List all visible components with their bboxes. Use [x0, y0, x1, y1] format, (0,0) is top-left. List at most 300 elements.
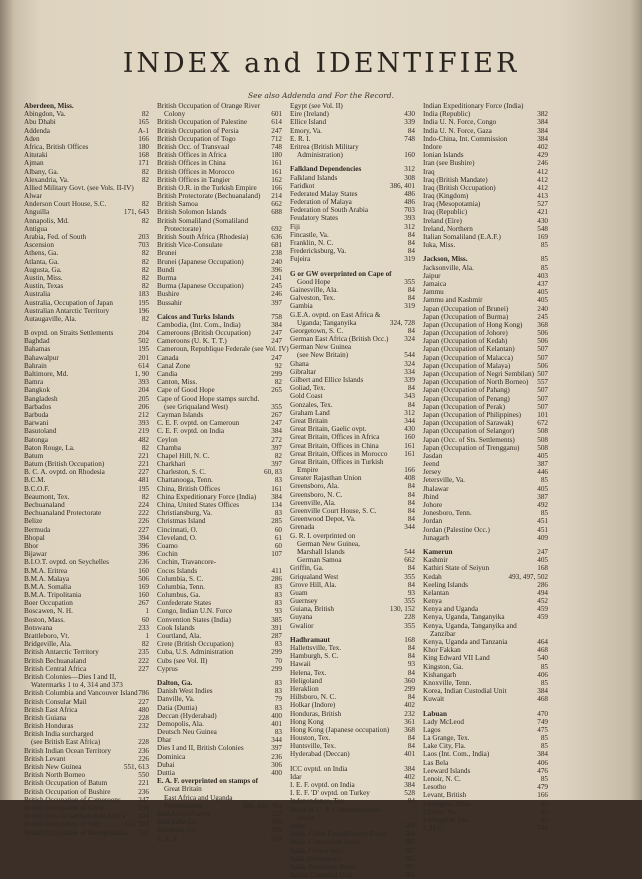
entry-page: 369 [271, 826, 282, 835]
entry-text: Zanzibar [430, 629, 456, 638]
entry-text: India [290, 821, 305, 830]
entry-text: Annapolis, Md. [24, 216, 69, 225]
entry-text: Gilbert and Ellice Islands [290, 376, 364, 384]
index-entry [290, 838, 415, 846]
index-entry [290, 231, 415, 239]
index-entry [423, 605, 548, 613]
entry-text: Iraq [423, 167, 435, 176]
entry-page: 82 [141, 273, 149, 282]
entry-page: 393 [138, 419, 149, 428]
index-entry [423, 168, 548, 176]
entry-page: 82 [141, 175, 149, 184]
entry-text: Colony [164, 110, 186, 119]
entry-page: 222 [138, 509, 149, 518]
entry-page: 412 [537, 167, 548, 176]
entry-page: 400 [271, 711, 282, 720]
index-entry [157, 720, 282, 728]
index-entry [423, 468, 548, 476]
entry-page: 162 [271, 175, 282, 184]
index-column-2 [157, 102, 289, 843]
entry-text: Jonesboro, Tenn. [423, 509, 472, 518]
index-entry [24, 820, 149, 828]
entry-text: Augusta, Ga. [24, 265, 62, 274]
index-entry [423, 573, 548, 581]
entry-page: 459 [537, 605, 548, 614]
entry-page: 221 [138, 779, 149, 788]
index-entry [290, 335, 415, 343]
entry-text: Falkland Islands [290, 173, 338, 182]
entry-page: 227 [138, 664, 149, 673]
entry-text: Greensboro, N. C. [290, 490, 343, 499]
index-entry [423, 750, 548, 758]
entry-text: Jeend [423, 460, 440, 469]
entry-page: 84 [407, 326, 415, 335]
entry-text: India, Crown ovpt. [290, 846, 345, 855]
entry-page: 166 [138, 134, 149, 143]
index-entry [423, 816, 548, 824]
entry-text: Deccan (Hyderabad) [157, 711, 217, 720]
entry-text: Kashmir [423, 556, 448, 565]
index-entry [423, 395, 548, 403]
index-entry [157, 436, 282, 444]
entry-page: 247 [271, 329, 282, 338]
index-entry [157, 575, 282, 583]
index-entry [290, 806, 415, 814]
entry-text: Cochin, Travancore- [157, 558, 217, 567]
entry-page: 397 [271, 744, 282, 753]
index-entry [290, 622, 415, 630]
index-entry [24, 233, 149, 241]
entry-page: 160 [138, 591, 149, 600]
index-entry [157, 168, 282, 176]
index-entry [24, 550, 149, 558]
entry-text: Hillsboro, N. C. [290, 693, 337, 702]
index-entry [290, 278, 415, 286]
entry-text: Iran (see Bushire) [423, 159, 475, 168]
index-entry [423, 280, 548, 288]
entry-page: 84 [407, 580, 415, 589]
entry-page: 85 [540, 775, 548, 783]
entry-text: Cochin [157, 550, 178, 559]
index-entry [24, 225, 149, 233]
entry-text: Knoxville, Tenn. [423, 678, 472, 687]
entry-text: Atlanta, Ga. [24, 257, 59, 266]
entry-text: Fincastle, Va. [290, 230, 329, 239]
entry-page: 507 [537, 386, 548, 395]
entry-text: Lady McLeod [423, 717, 464, 726]
entry-page: 82 [141, 200, 149, 209]
entry-page: 83 [274, 582, 282, 591]
entry-page: 429 [537, 151, 548, 160]
entry-page: 204 [138, 329, 149, 338]
entry-text: Crete (British Occupation) [157, 640, 234, 649]
index-entry [290, 425, 415, 433]
entry-text: Aitutaki [24, 151, 48, 160]
entry-text: Barbuda [24, 410, 49, 419]
index-entry [423, 556, 548, 564]
index-entry [290, 294, 415, 302]
index-entry [290, 589, 415, 597]
entry-text: Ajman [24, 159, 44, 168]
entry-text: Candia [157, 370, 178, 378]
index-entry [157, 118, 282, 126]
entry-text: German New Guinea [290, 343, 352, 352]
entry-page: 299 [404, 684, 415, 693]
entry-text: Hadhramaut [290, 635, 330, 644]
entry-text: India U. N. Force, Congo [423, 118, 497, 127]
entry-page: 493, 497, 502 [508, 572, 548, 581]
entry-page: 83 [274, 728, 282, 737]
entry-text: Hong Kong (Japanese occupation) [290, 725, 390, 734]
entry-page: 355 [404, 597, 415, 606]
index-entry [24, 299, 149, 307]
index-entry [290, 726, 415, 734]
entry-page: 83 [274, 640, 282, 649]
entry-page: 195 [138, 345, 149, 354]
entry-text: G. R. I. overprinted on [290, 531, 356, 540]
entry-text: Gainesville, Ala. [290, 285, 339, 294]
entry-page: 107 [271, 550, 282, 559]
index-entry [290, 814, 415, 822]
entry-page: 749 [537, 824, 548, 833]
entry-page: 405 [537, 288, 548, 297]
index-column-4 [423, 102, 548, 833]
entry-text: Bahamas [24, 345, 51, 354]
entry-text: Kathiri State of Seiyun [423, 564, 490, 573]
entry-text: Franklin, N. C. [290, 239, 334, 247]
entry-text: Japan (Occupation of Johore) [423, 329, 508, 338]
entry-text: Jordan (Palestine Occ.) [423, 525, 490, 534]
index-entry [423, 225, 548, 233]
index-entry [157, 337, 282, 345]
entry-text: Administration) [297, 151, 343, 160]
index-entry [24, 788, 149, 796]
entry-page: 203 [138, 233, 149, 241]
entry-page: 437 [537, 279, 548, 288]
entry-page: 272 [271, 435, 282, 444]
entry-page: 384 [537, 750, 548, 759]
entry-page: 285 [271, 517, 282, 526]
entry-text: Athens, Ga. [24, 249, 59, 258]
index-entry [423, 288, 548, 296]
entry-text: Japan (Occupation of Penang) [423, 394, 510, 403]
entry-text: Arabia, Fed. of South [24, 233, 87, 241]
entry-page: 267 [271, 410, 282, 419]
entry-text: Great Britain, Gaelic ovpt. [290, 425, 367, 434]
entry-page: 384 [537, 134, 548, 143]
entry-text: British Samoa [157, 200, 198, 209]
entry-text: British New Guinea [24, 763, 82, 771]
entry-page: 397 [271, 443, 282, 452]
entry-page: 130, 152 [389, 605, 415, 614]
entry-text: China Expeditionary Force (India) [157, 492, 257, 501]
entry-text: Indore [423, 142, 442, 151]
index-entry [290, 247, 415, 255]
entry-text: Great Britain, Offices in Morocco [290, 449, 388, 458]
entry-page: 528 [404, 789, 415, 798]
entry-page: 1 [145, 632, 149, 640]
entry-page: 400 [271, 769, 282, 777]
entry-text: India U. N. Force, Gaza [423, 126, 492, 135]
entry-page: 84 [407, 384, 415, 393]
index-entry [423, 476, 548, 484]
entry-text: Levant, British [423, 791, 467, 800]
index-entry [423, 695, 548, 703]
index-entry [24, 159, 149, 167]
index-entry [423, 233, 548, 241]
index-entry [423, 200, 548, 208]
entry-page: 82 [141, 314, 149, 323]
index-entry [290, 701, 415, 709]
entry-text: G or GW overprinted on Cape of [290, 269, 392, 278]
entry-text: Jaipur [423, 271, 441, 280]
index-entry [157, 460, 282, 468]
index-entry [157, 200, 282, 208]
index-entry [157, 395, 282, 403]
entry-page: 459 [537, 613, 548, 622]
index-entry [24, 648, 149, 656]
index-entry [24, 485, 149, 493]
entry-text: Alexandria, Va. [24, 175, 69, 184]
entry-page: 614 [138, 361, 149, 370]
entry-text: Falkland Dependencies [290, 165, 362, 174]
entry-text: Idar [290, 772, 302, 781]
entry-page: 160 [271, 818, 282, 827]
entry-page: 82 [274, 451, 282, 460]
index-entry [157, 704, 282, 712]
entry-page: 393 [404, 214, 415, 223]
entry-text: Cocos Islands [157, 566, 198, 575]
entry-page: 201 [138, 353, 149, 362]
index-entry [24, 118, 149, 126]
entry-page: 384 [537, 118, 548, 127]
entry-page: 236 [138, 558, 149, 567]
index-entry [290, 401, 415, 409]
index-entry [157, 558, 282, 566]
entry-text: Japan (Occupation of Brunei) [423, 304, 509, 313]
index-entry [290, 270, 415, 278]
entry-text: Cameroun, Republique Federale (see Vol. IV) [157, 345, 289, 354]
entry-text: Greensboro, Ala. [290, 482, 339, 491]
entry-text: Bussahir [157, 298, 183, 307]
index-column-3 [290, 102, 415, 879]
entry-page: 393 [138, 378, 149, 387]
entry-text: India, China Expeditionary Force [290, 830, 387, 839]
entry-page: 166 [537, 791, 548, 800]
index-entry [423, 710, 548, 718]
entry-page: 681 [271, 241, 282, 250]
entry-text: Abingdon, Va. [24, 110, 66, 119]
entry-page: 405 [537, 451, 548, 460]
index-entry [157, 233, 282, 241]
index-entry [290, 660, 415, 668]
index-entry [24, 738, 149, 746]
index-entry [157, 640, 282, 648]
index-entry [290, 409, 415, 417]
entry-text: British Vice-Consulate [157, 241, 223, 250]
entry-page: 384 [404, 764, 415, 773]
index-entry [290, 581, 415, 589]
index-entry [290, 165, 415, 173]
index-entry [423, 509, 548, 517]
entry-text: La Grange, Tex. [423, 734, 470, 743]
entry-text: Deutsch Neu Guinea [157, 728, 217, 737]
index-entry [290, 239, 415, 247]
entry-text: Japan (Occupation of Trengganu) [423, 443, 520, 452]
index-entry [423, 403, 548, 411]
entry-page: 384 [537, 687, 548, 696]
entry-text: Kelantan [423, 588, 449, 597]
index-entry [24, 665, 149, 673]
entry-page: 396 [271, 265, 282, 274]
index-entry [423, 548, 548, 556]
index-entry [157, 517, 282, 525]
index-entry [290, 466, 415, 474]
entry-page: 82 [141, 282, 149, 291]
index-entry [24, 386, 149, 394]
index-entry [24, 282, 149, 290]
index-entry [24, 755, 149, 763]
index-entry [290, 830, 415, 838]
entry-page: 85 [540, 734, 548, 743]
index-entry [24, 192, 149, 200]
entry-page: 82 [141, 167, 149, 176]
index-entry [24, 258, 149, 266]
entry-page: 481 [138, 476, 149, 485]
entry-page: 344 [271, 736, 282, 745]
entry-text: East Africa and Uganda [164, 793, 233, 802]
index-entry [290, 797, 415, 805]
index-entry [157, 345, 289, 354]
entry-page: 160 [138, 566, 149, 575]
entry-text: British Occupation of Togo [157, 134, 236, 143]
entry-text: British Columbia and Vancouver Island [24, 689, 138, 698]
entry-page: 84 [407, 797, 415, 806]
index-entry [423, 501, 548, 509]
entry-text: Federation of South Arabia [290, 206, 369, 215]
entry-text: Jammu [423, 288, 444, 297]
index-entry [24, 558, 149, 566]
entry-text: Alwar [24, 192, 42, 201]
entry-page: 70 [274, 656, 282, 665]
entry-page: 397 [271, 298, 282, 307]
index-entry [423, 526, 548, 534]
entry-page: 245 [271, 282, 282, 291]
entry-page: 540 [537, 654, 548, 663]
index-entry [157, 826, 282, 834]
index-entry [24, 804, 149, 812]
entry-text: Japan (Occupation of Kedah) [423, 337, 508, 346]
entry-text: Issues [297, 813, 315, 822]
index-entry [157, 687, 282, 695]
index-entry [157, 785, 282, 793]
index-entry [423, 597, 548, 605]
entry-page: 233 [138, 623, 149, 632]
index-entry [24, 829, 149, 837]
entry-text: British Occupation of Crete [24, 803, 104, 812]
index-entry [290, 669, 415, 677]
entry-page: 214 [271, 192, 282, 201]
entry-text: British East Africa [24, 705, 78, 714]
index-entry [290, 499, 415, 507]
index-entry [423, 800, 548, 808]
index-entry [24, 542, 149, 550]
index-entry [423, 824, 548, 832]
entry-page: 662 [271, 200, 282, 209]
index-entry [24, 444, 149, 452]
index-entry [423, 646, 548, 654]
entry-page: 452 [537, 597, 548, 606]
entry-text: Japan (Occupation of Malaya) [423, 361, 511, 370]
entry-text: Japan (Occupation of Selangor) [423, 427, 515, 436]
entry-page: 196 [138, 306, 149, 315]
index-entry [24, 151, 149, 159]
index-entry [24, 607, 149, 615]
entry-page: 430 [404, 110, 415, 119]
entry-text: Guyana [290, 613, 313, 622]
entry-page: 82 [141, 110, 149, 119]
entry-page: 82 [141, 492, 149, 501]
entry-page: 355 [404, 621, 415, 630]
index-entry [423, 419, 548, 427]
entry-page: 396 [138, 550, 149, 559]
entry-text: Jersey [423, 468, 441, 477]
index-entry [24, 427, 149, 435]
entry-text: British Occupation of Cameroons [24, 795, 121, 804]
entry-text: Grove Hill, Ala. [290, 580, 337, 589]
index-entry [157, 143, 282, 151]
index-entry [423, 362, 548, 370]
entry-page: 486 [404, 198, 415, 207]
entry-page: 161 [271, 167, 282, 176]
index-entry [157, 378, 282, 386]
index-entry [290, 871, 415, 879]
entry-page: 169 [138, 582, 149, 591]
index-entry [423, 241, 548, 249]
entry-page: 85 [540, 241, 548, 250]
entry-page: 369 [404, 821, 415, 830]
entry-text: Heligoland [290, 676, 322, 685]
index-entry [24, 378, 149, 386]
entry-page: 168 [404, 635, 415, 644]
entry-page: 703 [404, 206, 415, 215]
index-entry [423, 613, 548, 621]
index-entry [290, 765, 415, 773]
entry-page: 227 [138, 525, 149, 534]
entry-page: 82 [141, 640, 149, 649]
entry-text: Brunei (Japanese Occupation) [157, 257, 244, 266]
entry-text: Datia (Duttia) [157, 703, 198, 712]
index-entry [423, 679, 548, 687]
entry-text: Protectorates [164, 801, 202, 810]
entry-text: Allied Military Govt. (see Vols. II-IV) [24, 183, 134, 192]
entry-page: 1, 90 [134, 370, 149, 378]
entry-text: Kenya [423, 597, 442, 606]
index-entry [157, 624, 282, 632]
entry-page: 299 [138, 803, 149, 812]
page-subtitle: See also Addenda and For the Record. [248, 91, 394, 100]
entry-page: 412 [537, 175, 548, 184]
entry-page: 84 [407, 490, 415, 499]
index-entry [290, 223, 415, 231]
index-entry [157, 509, 282, 517]
entry-page: 168 [138, 151, 149, 160]
entry-page: 93 [274, 607, 282, 616]
entry-page: 387 [404, 846, 415, 855]
entry-page: 361 [404, 717, 415, 726]
entry-text: Bangladesh [24, 394, 58, 403]
entry-text: Federated Malay States [290, 189, 358, 198]
